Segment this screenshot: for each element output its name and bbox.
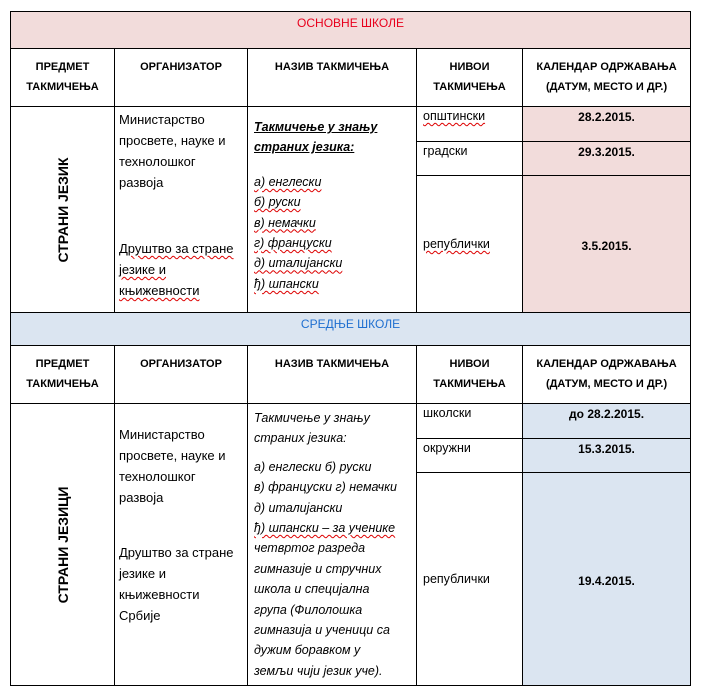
- secondary-subject: СТРАНИ ЈЕЗИЦИ: [11, 404, 115, 686]
- header-subject: ПРЕДМЕТ ТАКМИЧЕЊА: [11, 49, 115, 107]
- level-republic-2: републички: [417, 473, 523, 686]
- date-republic-2: 19.4.2015.: [523, 473, 691, 686]
- header-levels: НИВОИ ТАКМИЧЕЊА: [417, 49, 523, 107]
- date-city: 29.3.2015.: [523, 142, 691, 176]
- competition-table: [10, 11, 691, 686]
- date-school: до 28.2.2015.: [523, 404, 691, 439]
- header-calendar: КАЛЕНДАР ОДРЖАВАЊА (ДАТУМ, МЕСТО И ДР.): [523, 49, 691, 107]
- header-competition-name: НАЗИВ ТАКМИЧЕЊА: [248, 49, 417, 107]
- competition-calendar: [10, 11, 690, 686]
- level-school: школски: [417, 404, 523, 439]
- date-municipal: 28.2.2015.: [523, 107, 691, 142]
- primary-competition: Такмичење у знању страних језика: а) енглески б) руски в) немачки г) француски д) италијански ђ) шпански: [248, 107, 417, 313]
- header-organizer: ОРГАНИЗАТОР: [115, 49, 248, 107]
- header-subject-2: ПРЕДМЕТ ТАКМИЧЕЊА: [11, 346, 115, 404]
- primary-subject: СТРАНИ ЈЕЗИК: [11, 107, 115, 313]
- primary-schools-banner: ОСНОВНЕ ШКОЛЕ: [11, 12, 691, 49]
- header-competition-name-2: НАЗИВ ТАКМИЧЕЊА: [248, 346, 417, 404]
- header-organizer-2: ОРГАНИЗАТОР: [115, 346, 248, 404]
- level-municipal: општински: [417, 107, 523, 142]
- level-republic: републички: [417, 176, 523, 313]
- primary-organizers: Министарство просвете, науке и технолошког развоја Друштво за стране језике и књижевности: [115, 107, 248, 313]
- secondary-competition: Такмичење у знању страних језика: а) енглески б) руски в) француски г) немачки д) италијански ђ) шпански – за ученике четвртог разреда гимназије и стручних школа и специјална група (Филолошка гимназија и ученици са дужим боравком у земљи чији језик уче).: [248, 404, 417, 686]
- header-levels-2: НИВОИ ТАКМИЧЕЊА: [417, 346, 523, 404]
- date-district: 15.3.2015.: [523, 438, 691, 473]
- date-republic: 3.5.2015.: [523, 176, 691, 313]
- header-calendar-2: КАЛЕНДАР ОДРЖАВАЊА (ДАТУМ, МЕСТО И ДР.): [523, 346, 691, 404]
- secondary-schools-banner: СРЕДЊЕ ШКОЛЕ: [11, 313, 691, 346]
- level-district: окружни: [417, 438, 523, 473]
- secondary-organizers: Министарство просвете, науке и технолошког развоја Друштво за стране језике и књижевности Србије: [115, 404, 248, 686]
- level-city: градски: [417, 142, 523, 176]
